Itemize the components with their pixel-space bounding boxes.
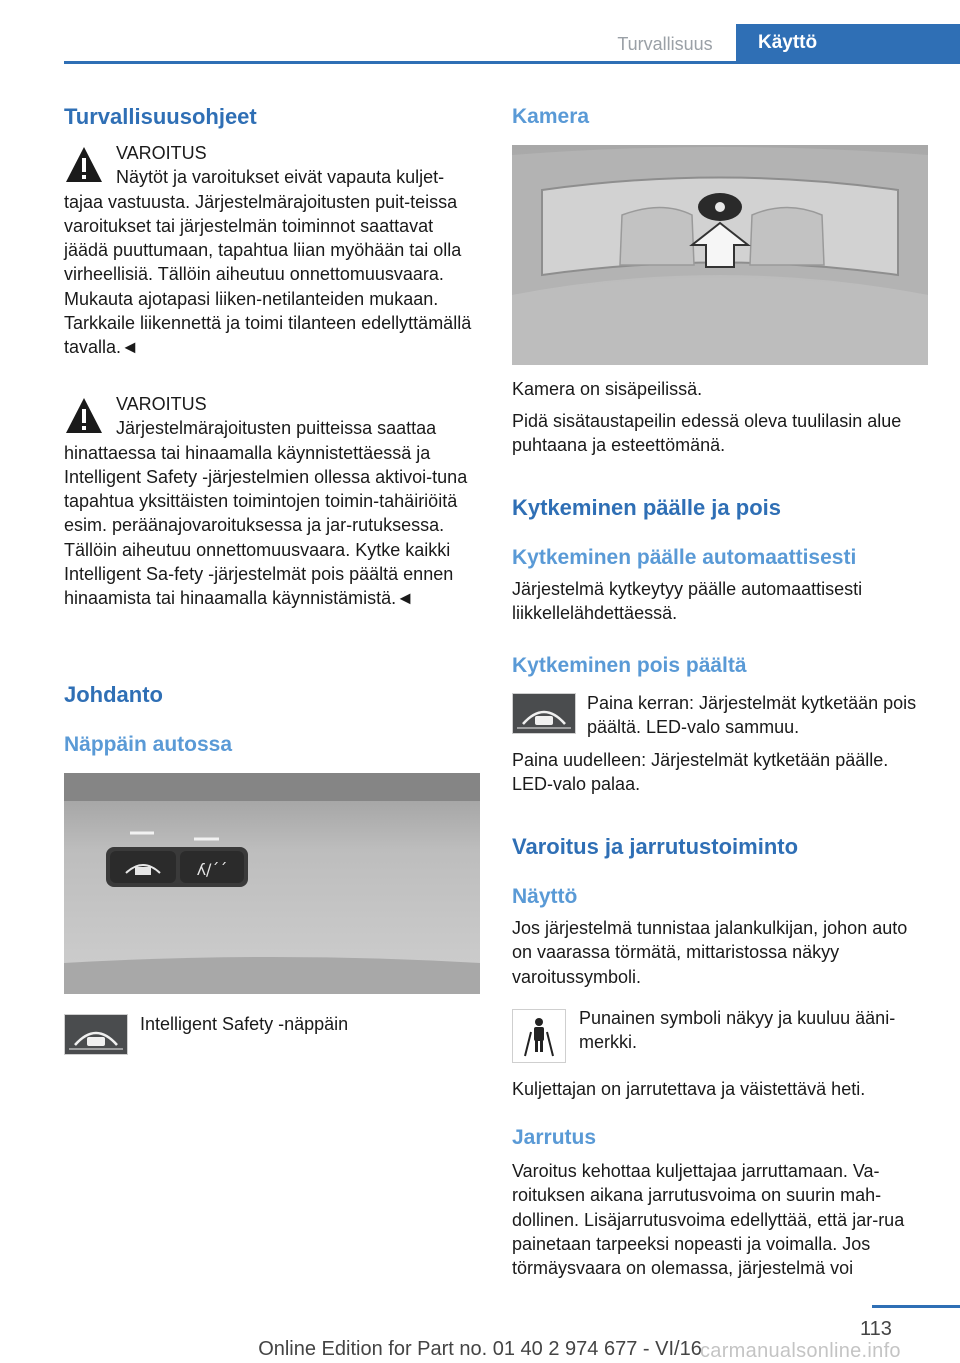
subsection-braking: Jarrutus <box>512 1126 597 1149</box>
section-heading-warning: Varoitus ja jarrutustoiminto <box>512 834 799 859</box>
subsection-auto: Kytkeminen päälle automaattisesti <box>512 546 857 569</box>
header-active-tab: Käyttö <box>736 24 960 61</box>
warning-1-text: tajaa vastuusta. Järjestelmärajoitusten puit-teissa varoitukset tai järjestelmän toiminnot saattavat jäädä puuttumaan, tapahtua liian myöhään tai olla virheellisiä. Tällöin aiheutuu onnettomuusvaara. Mukauta ajotapasi liiken-netilanteiden mukaan. Tarkkaile liikennettä ja toimi tilanteen edellyttämällä tavalla.◄ <box>64 191 472 358</box>
braking-text: Varoitus kehottaa kuljettajaa jarruttamaan. Va-roituksen aikana jarrutusvoima on suurin mah-dollinen. Lisäjarrutusvoima edellyttää, että jar-rua painetaan tarpeeksi nopeasti ja voimalla. Jos törmäysvaara on olemassa, järjestelmä voi <box>512 1161 905 1279</box>
header-section-tab: Turvallisuus <box>617 34 713 54</box>
intelligent-safety-icon <box>64 1014 128 1055</box>
symbol-text: Punainen symboli näkyy ja kuuluu ääni-merkki. <box>579 1008 896 1053</box>
section-heading-johdanto: Johdanto <box>64 682 163 707</box>
subsection-display: Näyttö <box>512 885 578 908</box>
warning-2-first-line: Järjestelmärajoitusten puitteissa saattaa <box>116 418 437 439</box>
page-number: 113 <box>860 1318 892 1340</box>
display-text: Jos järjestelmä tunnistaa jalankulkijan, johon auto on vaarassa törmätä, mittaristossa näkyy varoitussymboli. <box>512 918 908 987</box>
watermark: carmanualsonline.info <box>700 1340 901 1362</box>
button-photo <box>64 773 480 994</box>
camera-text-2: Pidä sisätaustapeilin edessä oleva tuulilasin alue puhtaana ja esteettömänä. <box>512 411 902 456</box>
edition-footer: Online Edition for Part no. 01 40 2 974 677 - VI/16 <box>258 1338 702 1360</box>
driver-text: Kuljettajan on jarrutettava ja väistettävä heti. <box>512 1079 866 1099</box>
subsection-off: Kytkeminen pois päältä <box>512 654 747 677</box>
camera-heading: Kamera <box>512 105 590 128</box>
warning-1-label: VAROITUS <box>116 143 207 163</box>
pedestrian-warning-icon <box>512 1009 566 1063</box>
auto-text: Järjestelmä kytkeytyy päälle automaattisesti liikkellelähdettäessä. <box>512 579 863 624</box>
warning-2 <box>64 392 480 611</box>
header-rule <box>64 61 960 64</box>
warning-2-label: VAROITUS <box>116 394 207 414</box>
warning-1-first-line: Näytöt ja varoitukset eivät vapauta kuljet- <box>116 167 445 188</box>
button-caption: Intelligent Safety -näppäin <box>140 1014 349 1034</box>
section-heading-onoff: Kytkeminen päälle ja pois <box>512 495 781 520</box>
subsection-heading: Näppäin autossa <box>64 733 233 756</box>
camera-photo <box>512 145 928 365</box>
warning-1 <box>64 141 480 360</box>
warning-2-text: hinattaessa tai hinaamalla käynnistettäessä ja Intelligent Safety -järjestelmien ollessa aktivoi-tuna tapahtua yksittäisten toimintojen toimin-tahäiriöitä esim. peräänajovaroituksessa ja jar-rutuksessa. Tällöin aiheutuu onnettomuusvaara. Kytke kaikki Intelligent Sa-fety -järjestelmät pois päältä ennen hinaamista tai hinaamalla käynnistämistä.◄ <box>64 442 468 609</box>
camera-text-1: Kamera on sisäpeilissä. <box>512 379 703 399</box>
intelligent-safety-icon <box>512 693 576 734</box>
footer-rule <box>872 1305 960 1308</box>
off-text-2: Paina uudelleen: Järjestelmät kytketään päälle. LED-valo palaa. <box>512 750 889 795</box>
off-icon-text: Paina kerran: Järjestelmät kytketään pois päältä. LED-valo sammuu. <box>587 693 917 738</box>
page-title: Turvallisuusohjeet <box>64 104 257 129</box>
svg-text:ʎ/ˊˊ: ʎ/ˊˊ <box>196 860 228 879</box>
